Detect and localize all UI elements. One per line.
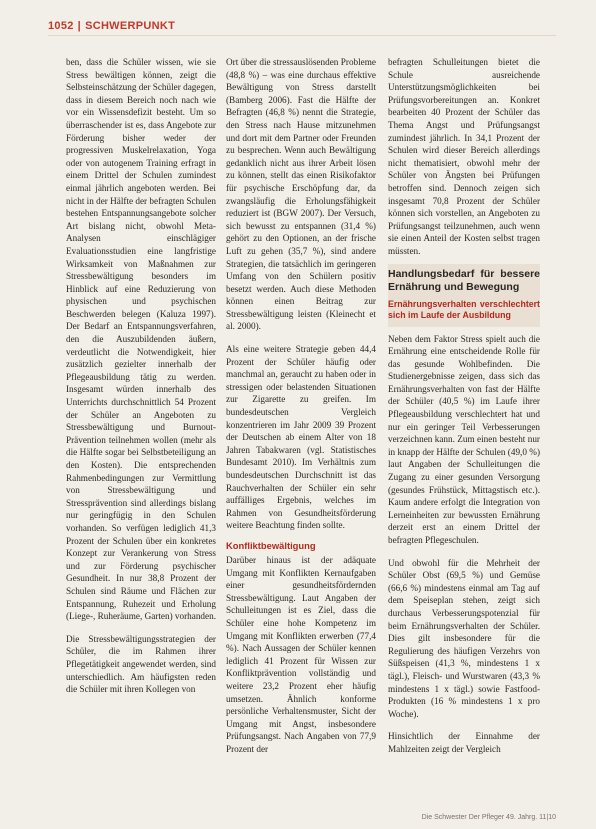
paragraph: Ort über die stressauslösenden Probleme (48,8 %) – was eine durchaus effektive Bewältigung von Stress darstellt (Bamberg 2006). Fast die Hälfte der Befragten (46,8 %) nennt die Strategie, den Stress nach Hause mitzunehmen und dort mit dem Partner oder Freunden zu besprechen. Wenn auch Bewältigung gedanklich nicht aus ihrer Arbeit lösen zu können, stellt das einen Risikofaktor für psychische Erschöpfung dar, da zwangsläufig die Erholungsfähigkeit reduziert ist (BGW 2007). Der Versuch, sich bewusst zu entspannen (31,4 %) gehört zu den Optionen, an der frische Luft zu gehen (35,7 %), sind andere Strategien, die tatsächlich im geringeren Umfang von den Schülern positiv besetzt werden. Auch diese Methoden können einen Beitrag zur Stressbewältigung leisten (Kleinecht et al. 2000).	[226, 57, 376, 332]
paragraph: Darüber hinaus ist der adäquate Umgang mit Konflikten Kernaufgaben einer gesundheitsfördernden Stressbewältigung. Laut Angaben der Schulleitungen ist es Ziel, dass die Schüler eine hohe Kompetenz im Umgang mit Konflikten erwerben (77,4 %). Nach Aussagen der Schüler kennen lediglich 41 Prozent für Wissen zur Konfliktprävention vollständig und weitere 23,2 Prozent eher häufig umsetzen. Ähnlich konforme persönliche Verhaltensmuster, Sicht der Umgang mit Angst, insbesondere Prüfungsangst. Nach Angaben von 77,9 Prozent der	[226, 554, 376, 754]
text-column-3	[388, 56, 540, 776]
paragraph: Als eine weitere Strategie geben 44,4 Prozent der Schüler häufig oder manchmal an, geraucht zu haben oder in stressigen oder belastenden Situationen zur Zigarette zu greifen. Im bundesdeutschen Vergleich konzentrieren im Jahr 2009 39 Prozent der Deutschen ab einem Alter von 18 Jahren Tabakwaren (vgl. Statistisches Bundesamt 2010). Im Verhältnis zum bundesdeutschen Durchschnitt ist das Rauchverhalten der Schüler ein sehr auffälliges Ergebnis, welches im Rahmen von Gesundheitsförderung weitere Beachtung finden sollte.	[226, 344, 376, 531]
section-subheading: Ernährungsverhalten verschlechtert sich im Laufe der Ausbildung	[388, 298, 540, 320]
paragraph: befragten Schulleitungen bietet die Schule ausreichende Unterstützungsmöglichkeiten bei Prüfungsvorbereitungen an. Konkret bearbeiten 40 Prozent der Schüler das Thema Angst und Prüfungsangst zumindest jährlich. In 34,1 Prozent der Schulen wird dieser Bereich allerdings nicht thematisiert, obwohl mehr der Schüler von Ängsten bei Prüfungen betroffen sind. Dennoch zeigen sich insgesamt 70,8 Prozent der Schüler können sich vorstellen, an Angeboten zu Prüfungsangst teilzunehmen, auch wenn sie einen Anteil der Kosten selbst tragen müssten.	[388, 57, 540, 256]
paragraph: Neben dem Faktor Stress spielt auch die Ernährung eine entscheidende Rolle für das gesunde Wohlbefinden. Die Studienergebnisse zeigen, dass sich das Ernährungsverhalten von fast der Hälfte der Schüler (40,5 %) im Laufe ihrer Pflegeausbildung verschlechtert hat und nur ein geringer Teil Verbesserungen verzeichnen kann. Zum einen besteht nur in knapp der Hälfte der Schulen (49,0 %) laut Angaben der Schulleitungen die Zugang zu einer gesunden Versorgung (gesundes Frühstück, Mittagstisch etc.). Kaum andere erfolgt die Integration von Lerneinheiten zur bewussten Ernährung derzeit erst an einem Drittel der befragten Pflegeschulen.	[388, 333, 540, 545]
paragraph: Hinsichtlich der Einnahme der Mahlzeiten zeigt der Vergleich	[388, 731, 540, 754]
subheading-konfliktbewaeltigung: Konfliktbewältigung	[226, 539, 316, 551]
text-column-2	[226, 56, 376, 776]
page-footer: Die Schwester Der Pfleger 49. Jahrg. 11|10	[421, 814, 556, 821]
section-label: SCHWERPUNKT	[85, 20, 176, 32]
section-heading: Handlungsbedarf für bessere Ernährung und Bewegung	[388, 267, 540, 293]
section-heading-box	[388, 264, 540, 327]
paragraph: Die Stressbewältigungsstrategien der Schüler, die im Rahmen ihrer Pflegetätigkeit angewendet werden, sind unterschiedlich. Am häufigsten reden die Schüler mit ihren Kollegen von	[66, 633, 216, 695]
header-rule	[48, 35, 556, 36]
paragraph: Und obwohl für die Mehrheit der Schüler Obst (69,5 %) und Gemüse (66,6 %) mindestens einmal am Tag auf dem Speiseplan stehen, zeigt sich durchaus Verbesserungspotenzial für beim Ernährungsverhalten der Schüler. Dies gilt insbesondere für die Regulierung des häufigen Verzehrs von Süßspeisen (41,3 %, mindestens 1 x tägl.), Fleisch- und Wurstwaren (43,3 % mindestens 1 x tägl.) sowie Fastfood-Produkten (16 % mindestens 1 x pro Woche).	[388, 557, 540, 719]
page-number: 1052	[48, 20, 74, 32]
header-separator: |	[77, 20, 82, 32]
paragraph: ben, dass die Schüler wissen, wie sie Stress bewältigen können, zeigt die Selbsteinschätzung der Schüler dagegen, dass in diesem Bereich noch nach wie vor ein Wissensdefizit besteht. Um so überraschender ist es, dass Angebote zur Förderung bisher weder der progressiven Muskelrelaxation, Yoga oder von autogenem Training erfragt in einem Drittel der Schulen zumindest einmal jährlich angeboten werden. Bei nicht in der Hälfte der befragten Schulen bestehen Entspannungsangebote solcher Art bislang nicht, obwohl Meta-Analysen einschlägiger Evaluationsstudien eine langfristige Wirksamkeit von Maßnahmen zur Stressbewältigung besonders im Hinblick auf eine Reduzierung von physischen und psychischen Beschwerden belegen (Kaluza 1997). Der Bedarf an Entspannungsverfahren, den die Auszubildenden äußern, verdeutlicht die Notwendigkeit, hier zusätzlich gezielter innerhalb der Pflegeausbildung tätig zu werden. Insgesamt würden innerhalb des Unterrichts durchschnittlich 54 Prozent der Schüler an Angeboten zu Stressbewältigung und Burnout-Prävention teilnehmen wollen (mehr als die Hälfte sogar bei Selbstbeteiligung an den Kosten). Die entsprechenden Rahmenbedingungen zur Vermittlung von Stressbewältigung und Stressprävention sind allerdings bislang nur geringfügig in den Schulen vorhanden. So verfügen lediglich 41,3 Prozent der Schulen über ein konkretes Konzept zur Verankerung von Stress und zur Förderung psychischer Gesundheit. In nur 38,8 Prozent der Schulen sind Räume und Flächen zur Entspannung, Ruhezeit und Erholung (Liege-, Ruheräume, Garten) vorhanden.	[66, 57, 216, 622]
page-header	[48, 20, 175, 32]
text-column-1	[66, 56, 216, 776]
